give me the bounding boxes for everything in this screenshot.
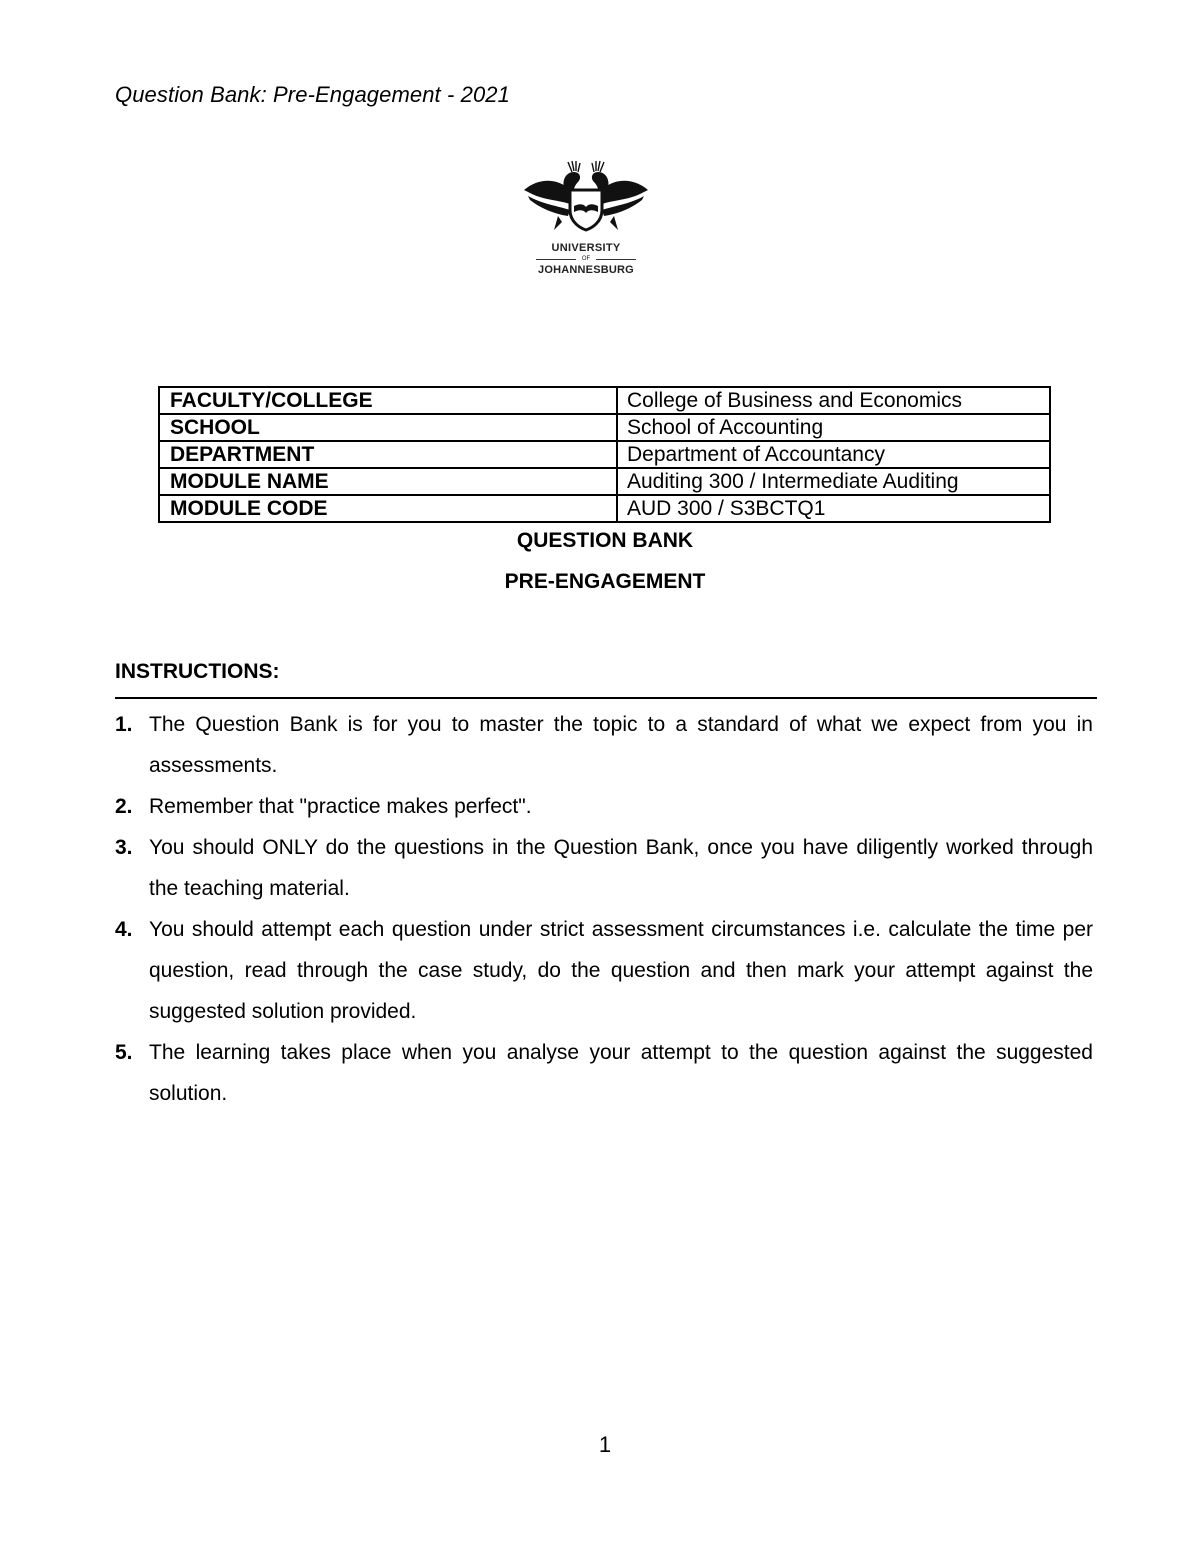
table-row xyxy=(159,441,1050,468)
document-subtitle: PRE-ENGAGEMENT xyxy=(504,570,706,593)
logo-divider-right xyxy=(596,259,636,260)
list-item xyxy=(115,1032,1093,1114)
row-label: MODULE NAME xyxy=(159,468,617,495)
row-value: Auditing 300 / Intermediate Auditing xyxy=(617,468,1050,495)
table-row xyxy=(159,387,1050,414)
list-item-number: 2. xyxy=(115,795,133,818)
row-value: School of Accounting xyxy=(617,414,1050,441)
table-row xyxy=(159,468,1050,495)
row-label: DEPARTMENT xyxy=(159,441,617,468)
list-item xyxy=(115,827,1093,909)
row-label: FACULTY/COLLEGE xyxy=(159,387,617,414)
list-item-text: You should ONLY do the questions in the Question Bank, once you have diligently worked through the teaching material. xyxy=(149,836,1093,900)
logo-text-of: OF xyxy=(581,256,591,262)
university-logo xyxy=(518,160,654,284)
table-row xyxy=(159,414,1050,441)
instructions-heading: INSTRUCTIONS: xyxy=(115,660,280,683)
university-of-johannesburg-crest-icon xyxy=(518,160,654,240)
row-label: SCHOOL xyxy=(159,414,617,441)
module-info-table xyxy=(158,386,1051,523)
document-title: QUESTION BANK xyxy=(516,529,694,552)
list-item-text: The learning takes place when you analyse your attempt to the question against the suggested solution. xyxy=(149,1041,1093,1105)
list-item-number: 1. xyxy=(115,713,133,736)
list-item-text: You should attempt each question under strict assessment circumstances i.e. calculate the time per question, read through the case study, do the question and then mark your attempt against the suggested solution provided. xyxy=(149,918,1093,1023)
list-item-number: 4. xyxy=(115,918,133,941)
page-number: 1 xyxy=(598,1432,612,1457)
list-item xyxy=(115,704,1093,786)
logo-text-university: UNIVERSITY xyxy=(551,242,621,254)
list-item-number: 5. xyxy=(115,1041,133,1064)
instructions-divider xyxy=(115,697,1097,699)
document-header-note: Question Bank: Pre-Engagement - 2021 xyxy=(115,82,510,107)
row-value: AUD 300 / S3BCTQ1 xyxy=(617,495,1050,522)
list-item-text: Remember that "practice makes perfect". xyxy=(149,795,532,818)
table-row xyxy=(159,495,1050,522)
row-value: Department of Accountancy xyxy=(617,441,1050,468)
list-item-number: 3. xyxy=(115,836,133,859)
instructions-list xyxy=(115,704,1093,1114)
list-item xyxy=(115,909,1093,1032)
list-item xyxy=(115,786,1093,827)
list-item-text: The Question Bank is for you to master the topic to a standard of what we expect from you in assessments. xyxy=(149,713,1093,777)
row-label: MODULE CODE xyxy=(159,495,617,522)
row-value: College of Business and Economics xyxy=(617,387,1050,414)
logo-text-johannesburg: JOHANNESBURG xyxy=(538,264,634,276)
